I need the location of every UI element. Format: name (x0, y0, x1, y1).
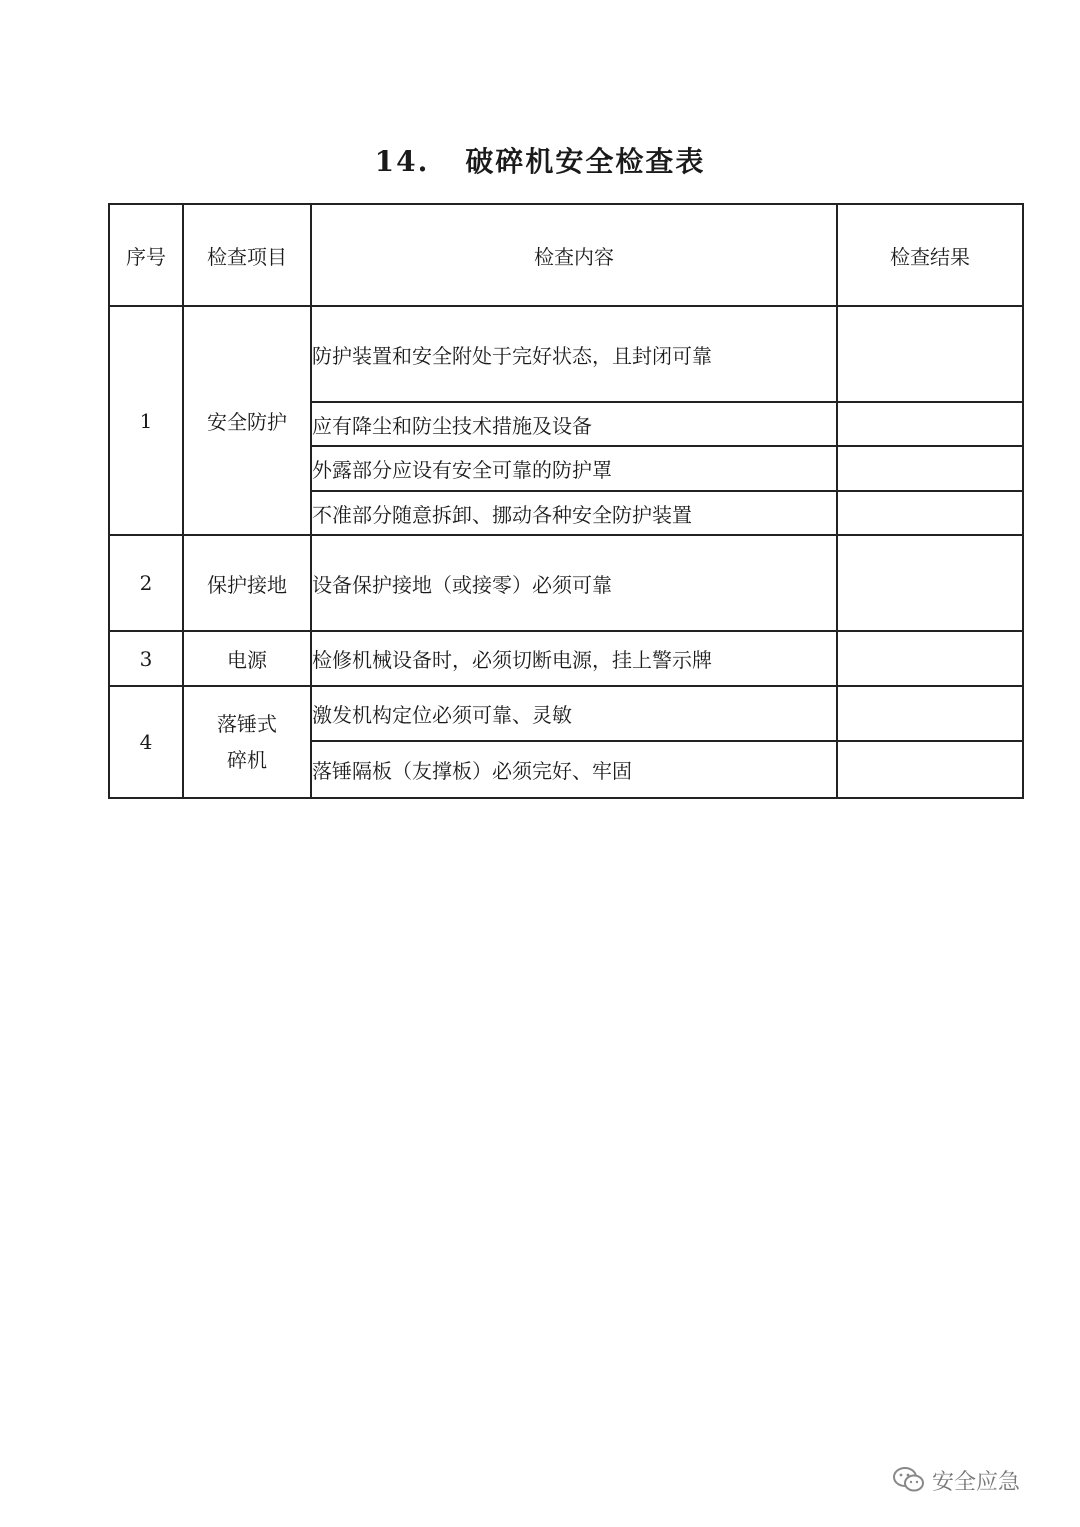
watermark (892, 1462, 1020, 1498)
content-cell: 应有降尘和防尘技术措施及设备 (311, 402, 837, 446)
title-text: 破碎机安全检查表 (465, 145, 706, 178)
item-cell: 保护接地 (183, 535, 311, 631)
item-cell: 电源 (183, 631, 311, 686)
wechat-icon (892, 1465, 926, 1495)
item-line: 碎机 (227, 748, 267, 772)
item-cell: 安全防护 (183, 306, 311, 535)
table-row (109, 535, 1023, 631)
table-row (109, 306, 1023, 402)
inspection-table (108, 203, 1024, 799)
result-cell[interactable] (837, 686, 1023, 741)
content-cell: 设备保护接地（或接零）必须可靠 (311, 535, 837, 631)
content-cell: 外露部分应设有安全可靠的防护罩 (311, 446, 837, 491)
item-line: 落锤式 (217, 712, 277, 736)
result-cell[interactable] (837, 741, 1023, 798)
header-content: 检查内容 (311, 204, 837, 306)
header-result: 检查结果 (837, 204, 1023, 306)
header-row (109, 204, 1023, 306)
table-row (109, 686, 1023, 741)
content-cell: 防护装置和安全附处于完好状态，且封闭可靠 (311, 306, 837, 402)
seq-cell: 2 (109, 535, 183, 631)
header-item: 检查项目 (183, 204, 311, 306)
content-cell: 检修机械设备时，必须切断电源，挂上警示牌 (311, 631, 837, 686)
watermark-text: 安全应急 (932, 1469, 1021, 1495)
seq-cell: 1 (109, 306, 183, 535)
seq-cell: 3 (109, 631, 183, 686)
result-cell[interactable] (837, 631, 1023, 686)
result-cell[interactable] (837, 491, 1023, 535)
item-cell (183, 686, 311, 798)
content-cell: 落锤隔板（友撑板）必须完好、牢固 (311, 741, 837, 798)
seq-cell: 4 (109, 686, 183, 798)
result-cell[interactable] (837, 402, 1023, 446)
result-cell[interactable] (837, 535, 1023, 631)
result-cell[interactable] (837, 306, 1023, 402)
header-seq: 序号 (109, 204, 183, 306)
table-row (109, 631, 1023, 686)
content-cell: 不准部分随意拆卸、挪动各种安全防护装置 (311, 491, 837, 535)
content-cell: 激发机构定位必须可靠、灵敏 (311, 686, 837, 741)
page-title (0, 140, 1080, 180)
result-cell[interactable] (837, 446, 1023, 491)
title-number: 14. (374, 145, 430, 178)
